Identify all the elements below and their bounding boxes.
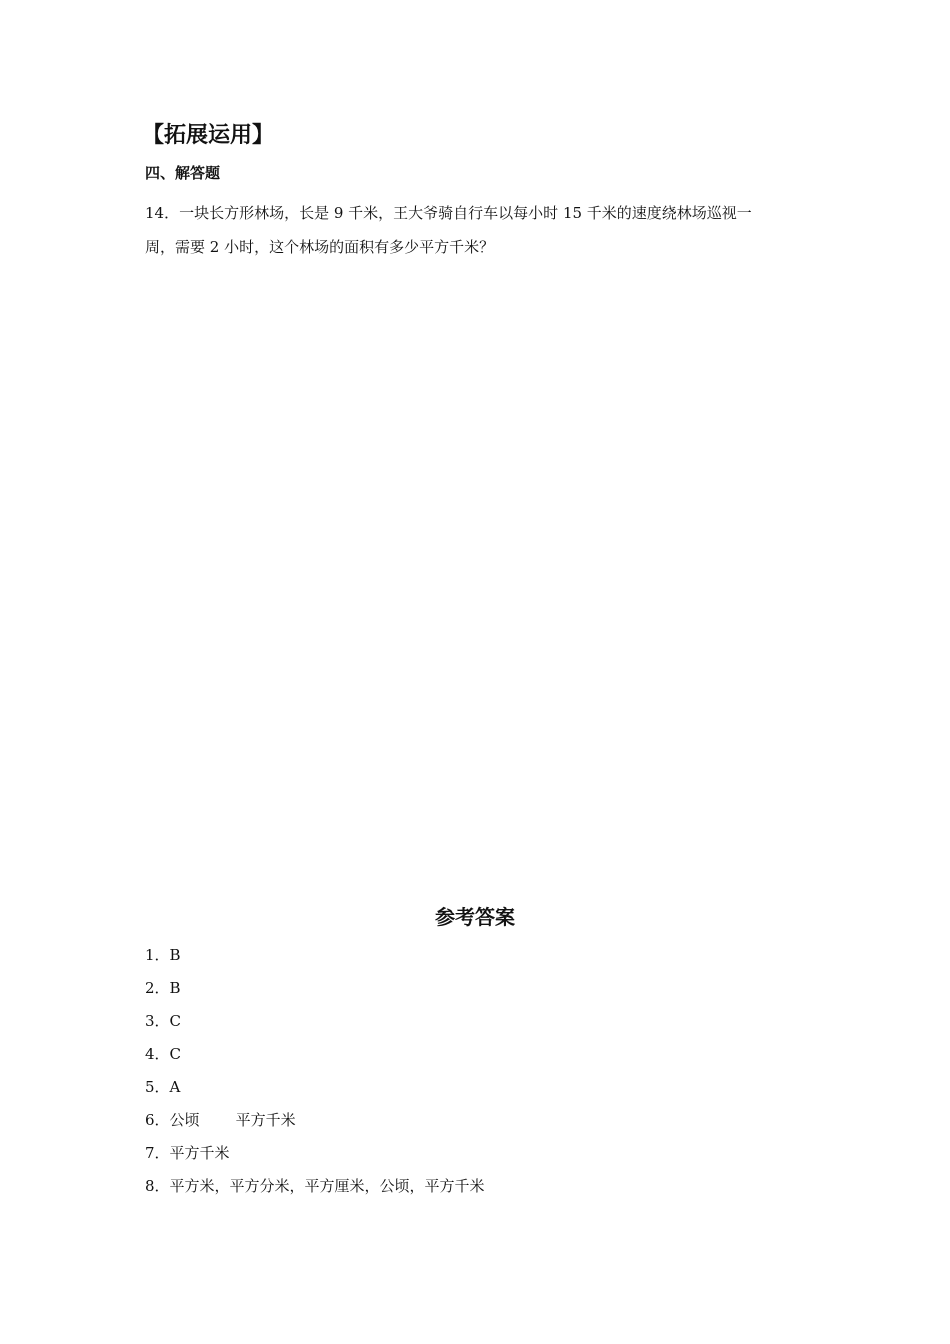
answer-number: 2．: [145, 979, 170, 997]
answer-text: A: [169, 1078, 181, 1096]
question-type-heading: 四、解答题: [145, 164, 221, 182]
answer-item-6: [145, 1104, 485, 1137]
answer-text-secondary: 平方千米: [235, 1111, 296, 1129]
answer-text: C: [169, 1045, 182, 1063]
answer-number: 6．: [145, 1111, 170, 1129]
answer-key-title: 参考答案: [435, 905, 515, 929]
problem-text-line-1: 一块长方形林场，长是 9 千米，王大爷骑自行车以每小时 15 千米的速度绕林场巡视一: [179, 204, 752, 222]
answer-item-4: [145, 1038, 485, 1071]
answer-text: B: [169, 979, 181, 997]
problem-line-1: [145, 196, 810, 230]
answer-number: 5．: [145, 1078, 170, 1096]
answer-number: 3．: [145, 1012, 170, 1030]
problem-14: [145, 196, 810, 264]
answer-item-5: [145, 1071, 485, 1104]
answer-number: 8．: [145, 1177, 170, 1195]
answer-list: [145, 939, 485, 1203]
answer-item-3: [145, 1005, 485, 1038]
answer-text: C: [169, 1012, 182, 1030]
answer-text: 公顷: [169, 1111, 200, 1129]
answer-number: 1．: [145, 946, 170, 964]
answer-item-1: [145, 939, 485, 972]
problem-number: 14．: [145, 204, 180, 222]
answer-text: 平方米，平方分米，平方厘米，公顷，平方千米: [169, 1177, 485, 1195]
answer-item-2: [145, 972, 485, 1005]
answer-number: 4．: [145, 1045, 170, 1063]
answer-item-7: [145, 1137, 485, 1170]
answer-text: 平方千米: [169, 1144, 230, 1162]
problem-text-line-2: 周，需要 2 小时，这个林场的面积有多少平方千米？: [145, 238, 495, 256]
section-heading: 【拓展运用】: [142, 123, 275, 148]
answer-text: B: [169, 946, 181, 964]
answer-number: 7．: [145, 1144, 170, 1162]
answer-item-8: [145, 1170, 485, 1203]
